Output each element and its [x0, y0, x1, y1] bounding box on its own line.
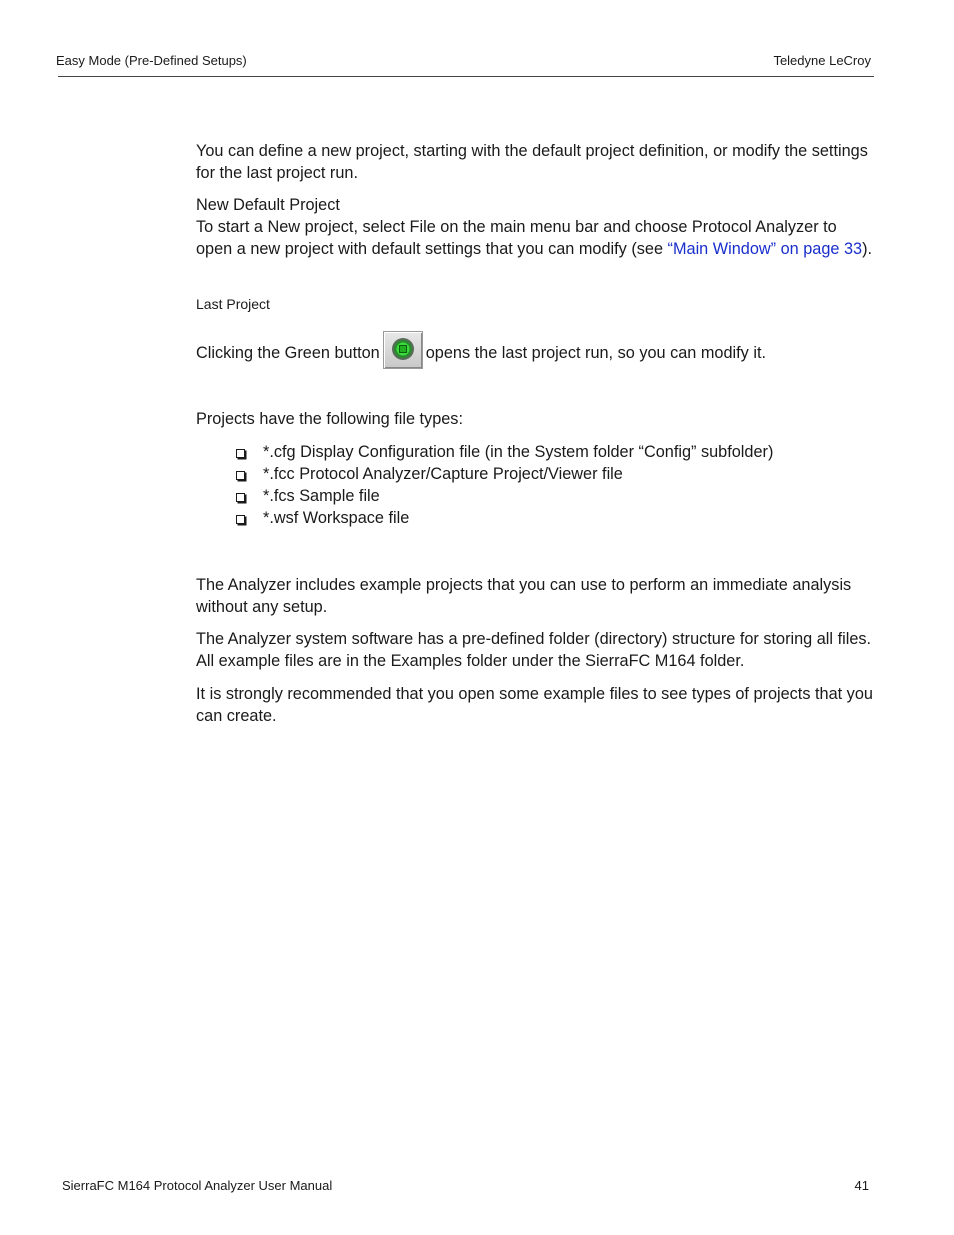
checkbox-bullet-icon: [236, 493, 245, 502]
list-item-text: *.fcc Protocol Analyzer/Capture Project/Viewer file: [263, 465, 623, 483]
footer-manual-title: SierraFC M164 Protocol Analyzer User Manual: [62, 1178, 333, 1193]
list-item: [236, 485, 876, 507]
examples-paragraph-1: The Analyzer includes example projects that you can use to perform an immediate analysis without any setup.: [196, 576, 852, 616]
list-item: [236, 463, 876, 485]
examples-paragraph-3: It is strongly recommended that you open some example files to see types of projects that you can create.: [196, 685, 873, 725]
last-project-heading: Last Project: [196, 296, 270, 312]
new-default-project-section: [196, 194, 876, 260]
list-item: [236, 441, 876, 463]
last-project-paragraph: [196, 334, 876, 373]
new-default-project-text: [196, 216, 876, 260]
file-types-list: [236, 441, 876, 529]
new-default-project-heading: New Default Project: [196, 196, 340, 214]
list-item-text: *.fcs Sample file: [263, 487, 380, 505]
new-default-text-after: ).: [862, 240, 873, 258]
green-run-button-icon: [383, 331, 423, 369]
header-divider: [58, 76, 874, 77]
checkbox-bullet-icon: [236, 471, 245, 480]
page-number: 41: [854, 1178, 869, 1193]
checkbox-bullet-icon: [236, 515, 245, 524]
last-project-text-before: Clicking the Green button: [196, 344, 380, 362]
list-item-text: *.cfg Display Configuration file (in the System folder “Config” subfolder): [263, 443, 774, 461]
new-default-text-before: To start a New project, select File on the main menu bar and choose Protocol Analyzer to open a new project with default settings that you can modify (see: [196, 218, 837, 258]
running-header-section: Easy Mode (Pre-Defined Setups): [56, 53, 247, 68]
intro-paragraph: You can define a new project, starting with the default project definition, or modify the settings for the last project run.: [196, 142, 868, 182]
examples-paragraph-2: The Analyzer system software has a pre-defined folder (directory) structure for storing all files. All example files are in the Examples folder under the SierraFC M164 folder.: [196, 630, 872, 670]
list-item: [236, 507, 876, 529]
checkbox-bullet-icon: [236, 449, 245, 458]
last-project-text-after: opens the last project run, so you can modify it.: [425, 344, 767, 362]
file-types-intro: Projects have the following file types:: [196, 410, 463, 428]
main-window-link[interactable]: “Main Window” on page 33: [667, 240, 863, 258]
running-header-company: Teledyne LeCroy: [773, 53, 871, 68]
list-item-text: *.wsf Workspace file: [263, 509, 410, 527]
